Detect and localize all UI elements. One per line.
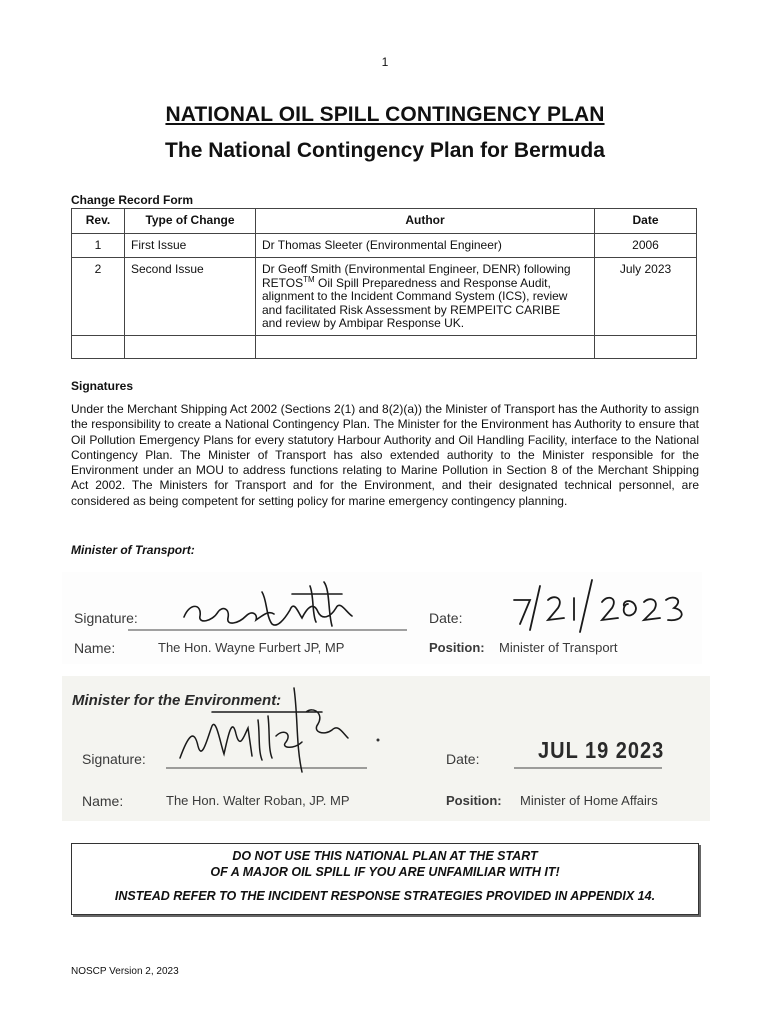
retos-text: RETOS	[262, 275, 304, 290]
table-row	[72, 234, 697, 258]
author-line-rest: Oil Spill Preparedness and Response Audit,	[314, 275, 551, 290]
environment-date-stamp: JUL 19 2023	[538, 738, 665, 764]
warning-line-2: OF A MAJOR OIL SPILL IF YOU ARE UNFAMILIAR WITH IT!	[210, 865, 560, 879]
minister-transport-heading: Minister of Transport:	[71, 543, 195, 557]
transport-name-label: Name:	[74, 640, 116, 656]
document-subtitle: The National Contingency Plan for Bermuda	[165, 139, 605, 162]
author-line: and review by Ambipar Response UK.	[262, 316, 465, 330]
change-record-label: Change Record Form	[71, 193, 194, 207]
transport-signature-label: Signature:	[74, 610, 138, 626]
page-number: 1	[381, 55, 389, 69]
signatures-heading: Signatures	[71, 379, 134, 393]
trademark-sup: TM	[303, 274, 315, 284]
cell-rev: 1	[72, 234, 125, 258]
warning-line-1: DO NOT USE THIS NATIONAL PLAN AT THE START	[232, 849, 538, 863]
table-header-row	[72, 209, 697, 234]
author-line	[262, 274, 588, 291]
environment-date-label: Date:	[446, 751, 480, 767]
cell-author	[256, 335, 595, 358]
warning-box	[71, 843, 699, 915]
cell-rev	[72, 335, 125, 358]
table-row	[72, 258, 697, 336]
footer-version: NOSCP Version 2, 2023	[71, 966, 179, 977]
environment-signature-label: Signature:	[82, 751, 146, 767]
environment-position-label: Position:	[446, 793, 502, 808]
transport-name: The Hon. Wayne Furbert JP, MP	[158, 640, 345, 655]
transport-position: Minister of Transport	[499, 640, 618, 655]
transport-position-label: Position:	[429, 640, 485, 655]
header-date: Date	[595, 209, 697, 234]
author-line: and facilitated Risk Assessment by REMPEITC CARIBE	[262, 302, 561, 317]
transport-date-label: Date:	[429, 610, 463, 626]
cell-rev: 2	[72, 258, 125, 336]
cell-type: Second Issue	[125, 258, 256, 336]
environment-position: Minister of Home Affairs	[520, 793, 658, 808]
warning-line-3: INSTEAD REFER TO THE INCIDENT RESPONSE STRATEGIES PROVIDED IN APPENDIX 14.	[114, 889, 656, 903]
cell-type	[125, 335, 256, 358]
environment-name-label: Name:	[82, 793, 124, 809]
cell-type: First Issue	[125, 234, 256, 258]
cell-author	[256, 258, 595, 336]
cell-date: 2006	[595, 234, 697, 258]
cell-author: Dr Thomas Sleeter (Environmental Engineer)	[256, 234, 595, 258]
environment-signature-block	[62, 676, 710, 821]
transport-signature-block	[62, 572, 702, 664]
author-line: Dr Geoff Smith (Environmental Engineer, DENR) following	[262, 262, 571, 276]
header-type: Type of Change	[125, 209, 256, 234]
signatures-paragraph: Under the Merchant Shipping Act 2002 (Sections 2(1) and 8(2)(a)) the Minister of Transport has the Authority to assign the responsibility to create a National Contingency Plan. The Minister for the Environment has Authority to ensure that Oil Pollution Emergency Plans for every statutory Harbour Authority and Oil Handling Facility, interface to the National Contingency Plan. The Minister of Transport has also extended authority to the Minister responsible for the Environment under an MOU to address functions relating to Marine Pollution in Section 8 of the Merchant Shipping Act 2002. The Ministers for Transport and for the Environment, and their designated technical personnel, are considered as being competent for setting policy for marine emergency contingency planning.	[71, 402, 699, 508]
cell-date	[595, 335, 697, 358]
document-title: NATIONAL OIL SPILL CONTINGENCY PLAN	[165, 103, 605, 126]
environment-name: The Hon. Walter Roban, JP. MP	[166, 793, 350, 808]
change-record-table	[71, 208, 697, 359]
header-author: Author	[256, 209, 595, 234]
environment-heading: Minister for the Environment:	[72, 692, 282, 709]
author-line: alignment to the Incident Command System (ICS), review	[262, 289, 568, 303]
header-rev: Rev.	[72, 209, 125, 234]
cell-date: July 2023	[595, 258, 697, 336]
table-row-empty	[72, 335, 697, 358]
